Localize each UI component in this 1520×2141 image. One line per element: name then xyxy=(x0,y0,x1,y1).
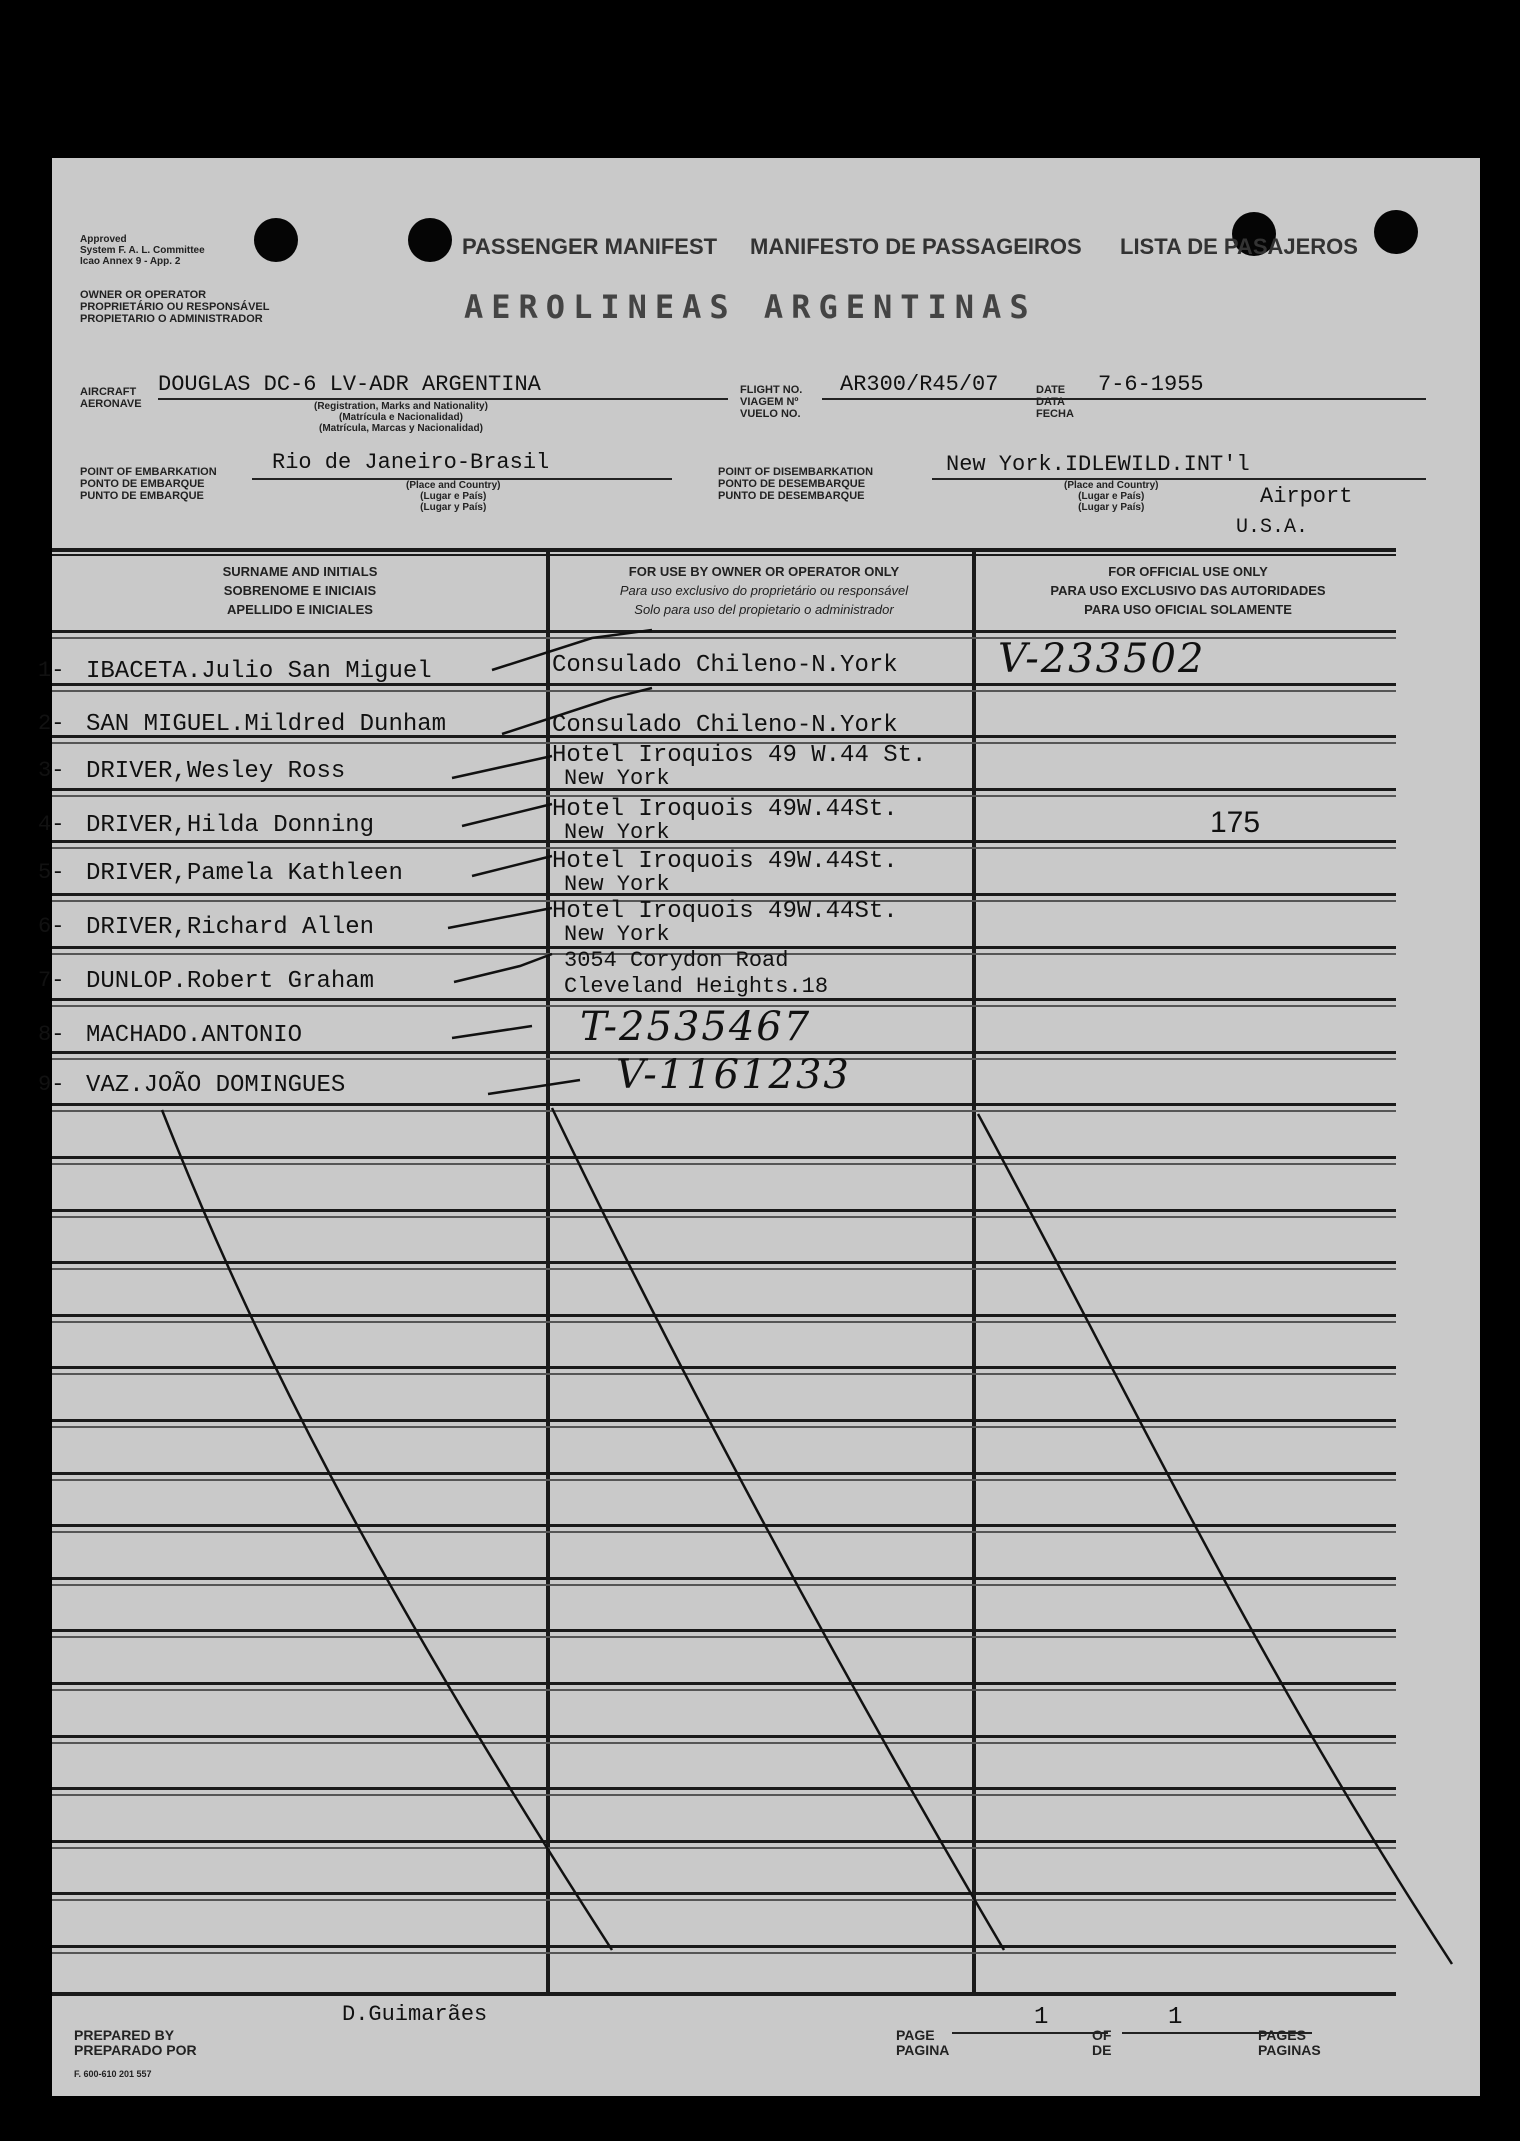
row-number: 7- xyxy=(38,968,65,993)
disembarkation-airport: Airport xyxy=(1260,484,1353,509)
passenger-name: DRIVER,Wesley Ross xyxy=(86,758,346,785)
passenger-name: DRIVER,Richard Allen xyxy=(86,914,375,941)
pointer-line xyxy=(452,756,552,778)
row-number: 1- xyxy=(38,658,65,683)
row-number: 3- xyxy=(38,758,65,783)
row-number: 9- xyxy=(38,1072,65,1097)
owner-use-value: Consulado Chileno-N.York xyxy=(552,712,898,739)
approved-note: Approved System F. A. L. Committee Icao Annex 9 - App. 2 xyxy=(80,234,205,267)
row-number: 6- xyxy=(38,914,65,939)
embarkation-label: POINT OF EMBARKATION PONTO DE EMBARQUE PUNTO DE EMBARQUE xyxy=(80,466,217,502)
page-label: PAGE PAGINA xyxy=(896,2027,950,2058)
passenger-name: SAN MIGUEL.Mildred Dunham xyxy=(86,711,447,738)
owner-use-value: Hotel Iroquois 49W.44St. xyxy=(552,898,898,925)
passenger-name: IBACETA.Julio San Miguel xyxy=(86,658,432,685)
owner-use-value-line2: Cleveland Heights.18 xyxy=(564,974,829,999)
form-number: F. 600-610 201 557 xyxy=(74,2069,152,2079)
pointer-line xyxy=(448,908,552,928)
pointer-line xyxy=(452,1026,532,1038)
owner-use-value: T-2535467 xyxy=(580,1004,812,1050)
owner-use-value: 3054 Corydon Road xyxy=(564,948,789,973)
passenger-name: DUNLOP.Robert Graham xyxy=(86,968,375,995)
passenger-name: DRIVER,Hilda Donning xyxy=(86,812,375,839)
handwritten-marks xyxy=(52,158,1480,2096)
title-es: LISTA DE PASAJEROS xyxy=(1120,234,1358,259)
column-header-official-use: FOR OFFICIAL USE ONLY PARA USO EXCLUSIVO DAS AUTORIDADES PARA USO OFICIAL SOLAMENTE xyxy=(1050,564,1326,617)
date-value: 7-6-1955 xyxy=(1098,372,1204,397)
aircraft-label: AIRCRAFT AERONAVE xyxy=(80,386,142,410)
flight-label: FLIGHT NO. VIAGEM Nº VUELO NO. xyxy=(740,384,803,420)
owner-use-value: Hotel Iroquios 49 W.44 St. xyxy=(552,742,927,769)
pointer-line xyxy=(488,1080,580,1094)
owner-use-value: Consulado Chileno-N.York xyxy=(552,652,898,679)
column-header-owner-use: FOR USE BY OWNER OR OPERATOR ONLY Para uso exclusivo do proprietário ou responsável Solo para uso del propietario o administrador xyxy=(619,564,909,617)
owner-use-value-line2: New York xyxy=(564,820,670,845)
of-value: 1 xyxy=(1168,2004,1183,2031)
strike-line xyxy=(552,1108,1004,1950)
row-number: 2- xyxy=(38,711,65,736)
owner-use-value: Hotel Iroquois 49W.44St. xyxy=(552,796,898,823)
embarkation-value: Rio de Janeiro-Brasil xyxy=(272,450,550,475)
column-header-surname: SURNAME AND INITIALS SOBRENOME E INICIAIS APELLIDO E INICIALES xyxy=(222,564,378,617)
table-bottom-rule xyxy=(52,1992,1396,1996)
owner-use-value-line2: New York xyxy=(564,766,670,791)
row-number: 5- xyxy=(38,860,65,885)
owner-use-value-line2: New York xyxy=(564,922,670,947)
page-underline xyxy=(952,2032,1108,2034)
owner-labels: OWNER OR OPERATOR PROPRIETÁRIO OU RESPONSÁVEL PROPIETARIO O ADMINISTRADOR xyxy=(80,289,270,325)
of-label: OF DE xyxy=(1092,2027,1112,2058)
passenger-name: DRIVER,Pamela Kathleen xyxy=(86,860,403,887)
official-use-value: 175 xyxy=(1210,806,1261,839)
manifest-page xyxy=(38,158,1480,2096)
disembarkation-sub-labels: (Place and Country) (Lugar e País) (Lugar y País) xyxy=(1064,480,1159,513)
strike-line xyxy=(162,1110,612,1950)
official-use-value: V-233502 xyxy=(998,636,1206,682)
pointer-line xyxy=(454,954,552,982)
passenger-name: MACHADO.ANTONIO xyxy=(86,1022,303,1049)
pointer-line xyxy=(462,804,552,826)
page-value: 1 xyxy=(1034,2004,1049,2031)
disembarkation-country: U.S.A. xyxy=(1236,516,1309,539)
pointer-line xyxy=(502,688,652,734)
pointer-line xyxy=(472,856,552,876)
aircraft-sub-labels: (Registration, Marks and Nationality) (Matrícula e Nacionalidad) (Matrícula, Marcas y Nacionalidad) xyxy=(314,401,488,434)
airline-name: AEROLINEAS ARGENTINAS xyxy=(464,288,1037,326)
pointer-line xyxy=(492,630,652,670)
date-label: DATE DATA FECHA xyxy=(1036,384,1074,420)
passenger-name: VAZ.JOÃO DOMINGUES xyxy=(86,1072,346,1099)
strike-line xyxy=(978,1114,1452,1964)
embarkation-sub-labels: (Place and Country) (Lugar e País) (Lugar y País) xyxy=(406,480,501,513)
row-number: 4- xyxy=(38,812,65,837)
aircraft-value: DOUGLAS DC-6 LV-ADR ARGENTINA xyxy=(158,372,541,397)
title-pt: MANIFESTO DE PASSAGEIROS xyxy=(750,234,1082,259)
prepared-by-label: PREPARED BY PREPARADO POR xyxy=(74,2027,197,2058)
owner-use-value: Hotel Iroquois 49W.44St. xyxy=(552,848,898,875)
owner-use-value: V-1161233 xyxy=(616,1052,851,1098)
disembarkation-label: POINT OF DISEMBARKATION PONTO DE DESEMBARQUE PUNTO DE DESEMBARQUE xyxy=(718,466,874,502)
prepared-by-value: D.Guimarães xyxy=(342,2002,488,2027)
owner-use-value-line2: New York xyxy=(564,872,670,897)
pages-label: PAGES PAGINAS xyxy=(1258,2027,1321,2058)
title-en: PASSENGER MANIFEST xyxy=(462,234,718,259)
flight-value: AR300/R45/07 xyxy=(840,372,999,397)
row-number: 8- xyxy=(38,1022,65,1047)
disembarkation-value: New York.IDLEWILD.INT'l xyxy=(946,452,1250,477)
